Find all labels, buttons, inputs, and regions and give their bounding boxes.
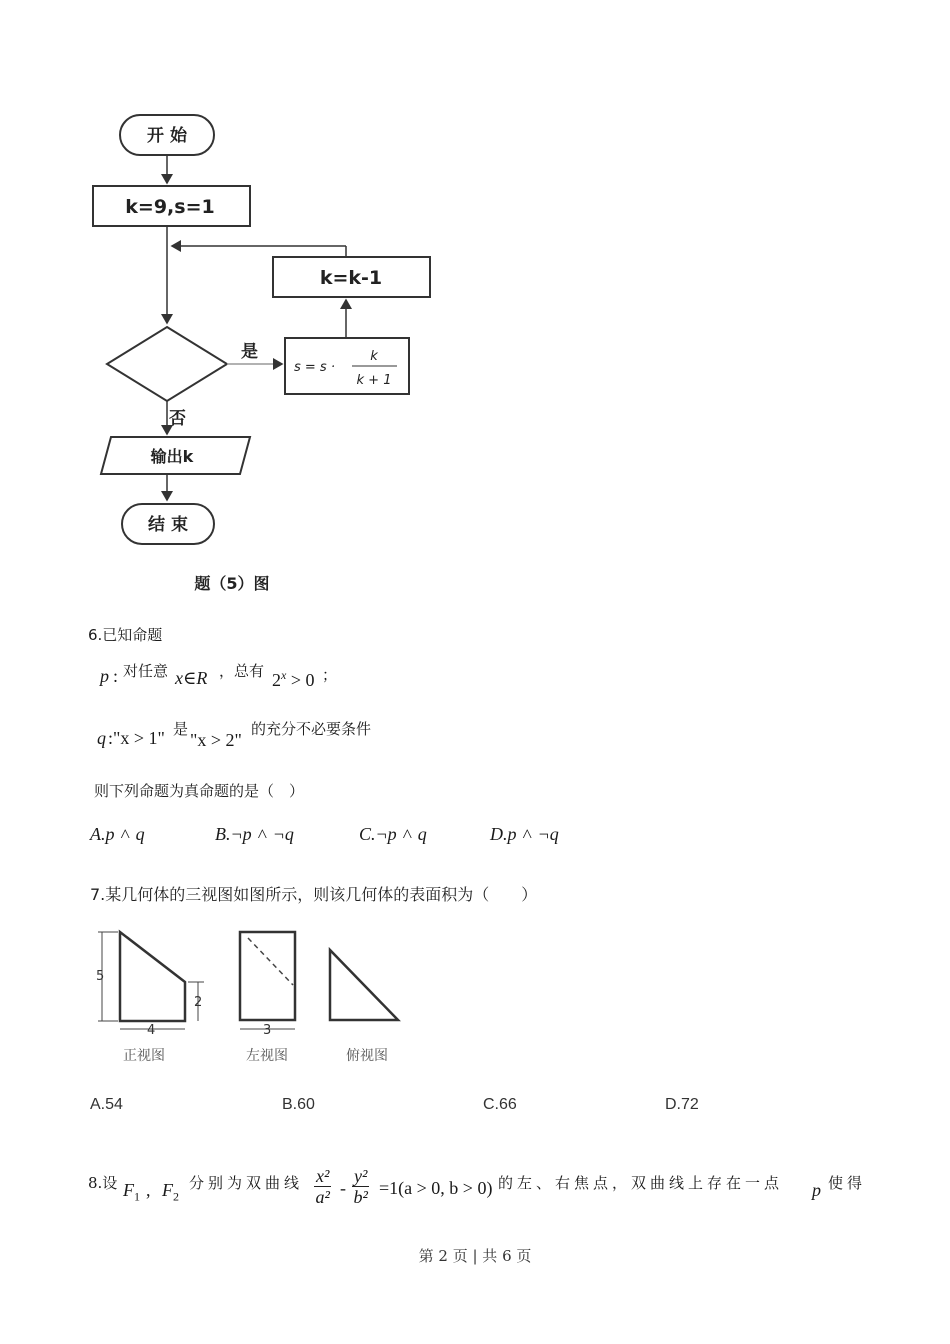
q7-option-b: B.60 bbox=[282, 1096, 315, 1113]
p-math-2: $2^x > 0$ bbox=[272, 668, 315, 690]
q6-title: 6.已知命题 bbox=[88, 626, 163, 644]
flowchart-caption: 题（5）图 bbox=[194, 574, 270, 593]
q6-proposition-q bbox=[97, 716, 417, 750]
end-label: 结 束 bbox=[148, 515, 188, 535]
side-view-shape bbox=[240, 932, 295, 1020]
dim-3: 3 bbox=[263, 1023, 272, 1038]
p-text-2: ，总有 bbox=[219, 662, 265, 680]
update-s-prefix: s = s · bbox=[294, 360, 335, 375]
q6-option-b: B.¬p ˄ ¬q bbox=[215, 824, 294, 844]
update-s-num: k bbox=[370, 349, 378, 364]
update-k-label: k=k-1 bbox=[319, 267, 383, 289]
q8-rest: =1(a > 0, b > 0) bbox=[379, 1178, 493, 1198]
p-label: p bbox=[100, 666, 109, 686]
q8-text-1: 分别为双曲线 bbox=[189, 1174, 304, 1192]
q8-text-2: 的左、右焦点，双曲线上存在一点 bbox=[498, 1174, 784, 1192]
yes-label: 是 bbox=[241, 342, 258, 362]
q7-title: 7.某几何体的三视图如图所示，则该几何体的表面积为（ ） bbox=[90, 885, 538, 904]
init-label: k=9,s=1 bbox=[125, 196, 215, 218]
q-math-1: :"x > 1" bbox=[108, 728, 165, 748]
front-view-shape bbox=[120, 932, 185, 1021]
q8-f2: $F_2$ bbox=[162, 1180, 179, 1204]
q8-frac-y: $\frac{\text{y²}}{\text{b²}}$ bbox=[353, 1166, 368, 1207]
q8-frac-x: $\frac{\text{x²}}{\text{a²}}$ bbox=[315, 1166, 330, 1207]
p-end: ； bbox=[322, 666, 338, 684]
no-label: 否 bbox=[169, 409, 186, 429]
flowchart bbox=[0, 0, 460, 600]
output-label: 输出k bbox=[150, 447, 194, 466]
q-text-1: 是 bbox=[173, 720, 189, 738]
side-view-label: 左视图 bbox=[246, 1048, 288, 1064]
q7-option-c: C.66 bbox=[483, 1096, 517, 1113]
top-view-shape bbox=[330, 950, 398, 1020]
q6-question: 则下列命题为真命题的是（ ） bbox=[94, 782, 305, 800]
q8-text-3: 使得 bbox=[828, 1174, 867, 1192]
q8-prefix: 8.设 bbox=[88, 1174, 118, 1192]
dim-4: 4 bbox=[147, 1023, 156, 1038]
start-label: 开 始 bbox=[147, 126, 187, 146]
p-math-1: x∈R bbox=[175, 668, 208, 688]
update-s-den: k + 1 bbox=[356, 373, 392, 388]
q8-line: 8.设 $F_1$ , $F_2$ 分别为双曲线 $\frac{\text{x²}}{\text{a²}}$ - $\frac{\text{y²}}{\text{b²}}$ =1(a > 0, b > 0) 的左、右焦点，双曲线上存在一点 p 使得 bbox=[88, 1166, 867, 1207]
three-view-diagram bbox=[80, 920, 420, 1070]
q7-option-d: D.72 bbox=[665, 1096, 699, 1113]
q-text-2: 的充分不必要条件 bbox=[251, 720, 372, 738]
q-math-2: "x > 2" bbox=[190, 730, 242, 750]
dim-5: 5 bbox=[96, 969, 105, 984]
front-view-label: 正视图 bbox=[123, 1048, 165, 1064]
q-label: q bbox=[97, 728, 106, 748]
q6-option-c: C.¬p ˄ q bbox=[359, 824, 427, 844]
q6-option-a: A.p ˄ q bbox=[90, 824, 145, 844]
dim-2: 2 bbox=[194, 995, 203, 1010]
p-text-1: 对任意 bbox=[123, 662, 169, 680]
q7-option-a: A.54 bbox=[90, 1096, 123, 1113]
page-footer: 第 2 页 | 共 6 页 bbox=[418, 1247, 532, 1265]
q8-point: p bbox=[812, 1180, 821, 1200]
q6-option-d: D.p ˄ ¬q bbox=[490, 824, 559, 844]
q8-f1: $F_1$ bbox=[123, 1180, 140, 1204]
condition-diamond bbox=[107, 327, 227, 401]
top-view-label: 俯视图 bbox=[346, 1048, 388, 1064]
